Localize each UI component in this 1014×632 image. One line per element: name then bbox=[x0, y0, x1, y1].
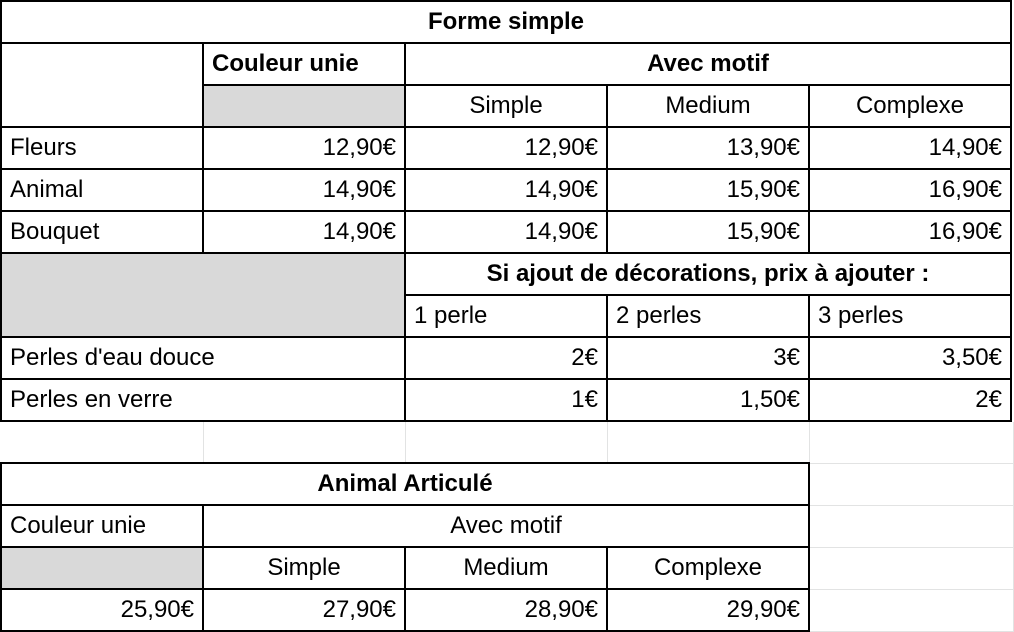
empty-cell[interactable] bbox=[810, 548, 1014, 590]
table2-price-cell[interactable]: 29,90€ bbox=[608, 590, 810, 632]
table1-cell[interactable]: 16,90€ bbox=[810, 212, 1012, 254]
empty-cell[interactable] bbox=[810, 464, 1014, 506]
table1-sub-simple[interactable]: Simple bbox=[406, 86, 608, 128]
table1-row-label[interactable]: Animal bbox=[0, 170, 204, 212]
empty-cell[interactable] bbox=[810, 506, 1014, 548]
table1-sub-medium[interactable]: Medium bbox=[608, 86, 810, 128]
deco-title[interactable]: Si ajout de décorations, prix à ajouter : bbox=[406, 254, 1012, 296]
deco-col-header[interactable]: 3 perles bbox=[810, 296, 1012, 338]
deco-row-label[interactable]: Perles en verre bbox=[0, 380, 406, 422]
empty-cell[interactable] bbox=[204, 422, 406, 464]
table1-row-label[interactable]: Fleurs bbox=[0, 128, 204, 170]
table2-sub-simple[interactable]: Simple bbox=[204, 548, 406, 590]
deco-col-header[interactable]: 1 perle bbox=[406, 296, 608, 338]
deco-row-label[interactable]: Perles d'eau douce bbox=[0, 338, 406, 380]
deco-cell[interactable]: 2€ bbox=[406, 338, 608, 380]
table2-sub-complexe[interactable]: Complexe bbox=[608, 548, 810, 590]
table1-title[interactable]: Forme simple bbox=[0, 0, 1012, 44]
deco-cell[interactable]: 1€ bbox=[406, 380, 608, 422]
table2-gray-cell[interactable] bbox=[0, 548, 204, 590]
empty-cell[interactable] bbox=[406, 422, 608, 464]
table2-header-couleur[interactable]: Couleur unie bbox=[0, 506, 204, 548]
table1-cell[interactable]: 14,90€ bbox=[810, 128, 1012, 170]
table1-cell[interactable]: 15,90€ bbox=[608, 170, 810, 212]
deco-cell[interactable]: 3€ bbox=[608, 338, 810, 380]
table1-cell[interactable]: 15,90€ bbox=[608, 212, 810, 254]
table2-price-cell[interactable]: 27,90€ bbox=[204, 590, 406, 632]
table1-cell[interactable]: 16,90€ bbox=[810, 170, 1012, 212]
deco-cell[interactable]: 1,50€ bbox=[608, 380, 810, 422]
deco-cell[interactable]: 3,50€ bbox=[810, 338, 1012, 380]
table1-row-label[interactable]: Bouquet bbox=[0, 212, 204, 254]
table1-cell[interactable]: 14,90€ bbox=[204, 170, 406, 212]
table1-cell[interactable]: 14,90€ bbox=[406, 170, 608, 212]
table1-header-motif[interactable]: Avec motif bbox=[406, 44, 1012, 86]
empty-cell[interactable] bbox=[0, 422, 204, 464]
deco-col-header[interactable]: 2 perles bbox=[608, 296, 810, 338]
table1-cell[interactable]: 12,90€ bbox=[204, 128, 406, 170]
table2-price-cell[interactable]: 25,90€ bbox=[0, 590, 204, 632]
table1-empty-header[interactable] bbox=[0, 44, 204, 128]
empty-cell[interactable] bbox=[810, 590, 1014, 632]
empty-cell[interactable] bbox=[608, 422, 810, 464]
table1-cell[interactable]: 14,90€ bbox=[204, 212, 406, 254]
table1-cell[interactable]: 13,90€ bbox=[608, 128, 810, 170]
table2-price-cell[interactable]: 28,90€ bbox=[406, 590, 608, 632]
table1-cell[interactable]: 14,90€ bbox=[406, 212, 608, 254]
empty-cell[interactable] bbox=[810, 422, 1014, 464]
table1-cell[interactable]: 12,90€ bbox=[406, 128, 608, 170]
table1-header-couleur[interactable]: Couleur unie bbox=[204, 44, 406, 86]
table1-sub-complexe[interactable]: Complexe bbox=[810, 86, 1012, 128]
table2-sub-medium[interactable]: Medium bbox=[406, 548, 608, 590]
deco-cell[interactable]: 2€ bbox=[810, 380, 1012, 422]
table1-gray-cell[interactable] bbox=[204, 86, 406, 128]
table2-title[interactable]: Animal Articulé bbox=[0, 462, 810, 506]
deco-gray-block[interactable] bbox=[0, 254, 406, 338]
table2-header-motif[interactable]: Avec motif bbox=[204, 506, 810, 548]
